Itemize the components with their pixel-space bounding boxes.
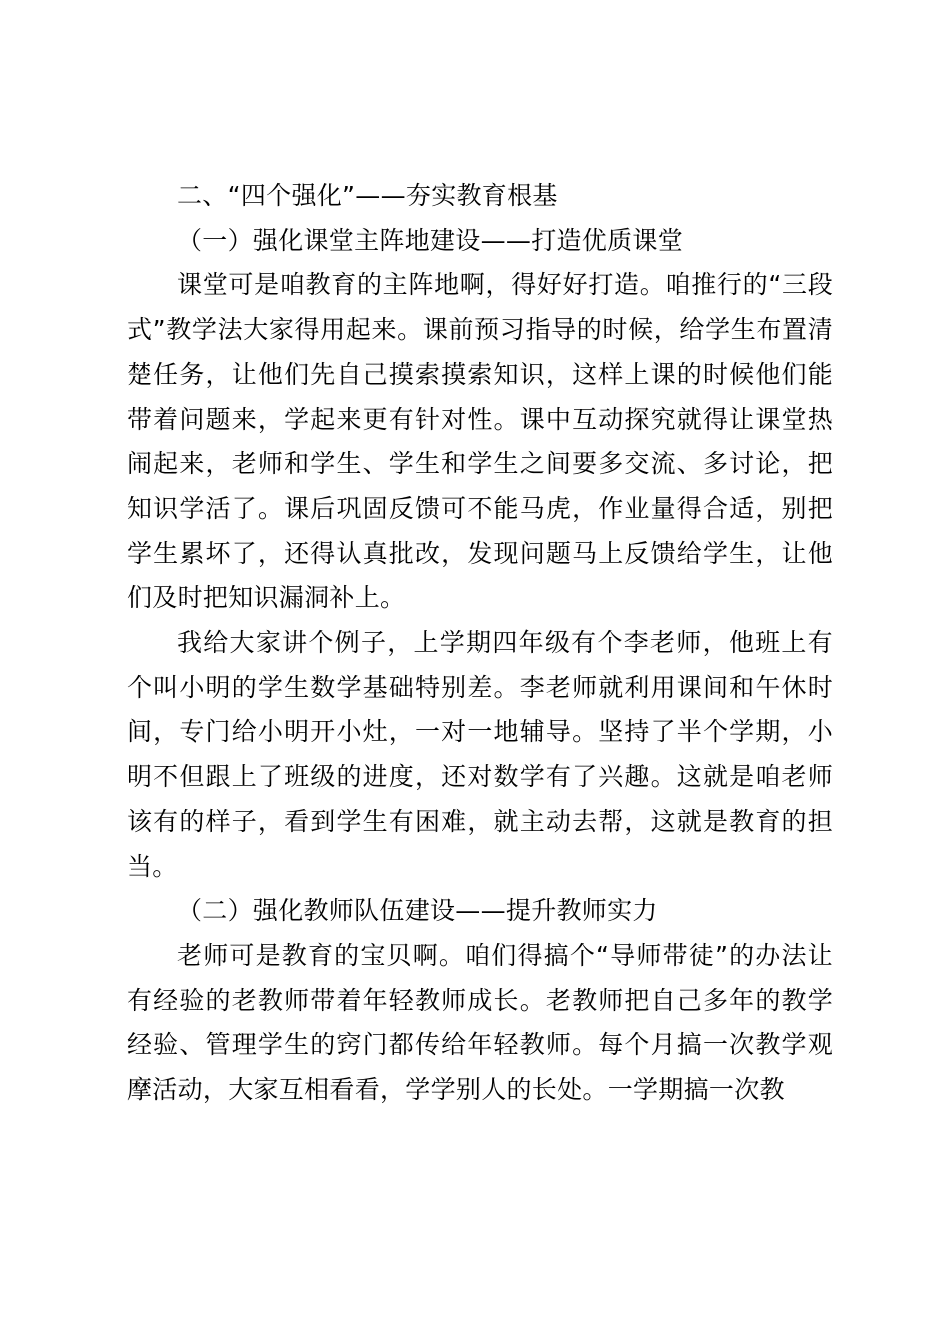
subsection-heading-2: （二）强化教师队伍建设——提升教师实力	[177, 896, 658, 926]
document-page	[127, 174, 833, 1113]
subsection-heading-1: （一）强化课堂主阵地建设——打造优质课堂	[177, 225, 684, 255]
section-heading: 二、“四个强化”——夯实教育根基	[177, 181, 558, 210]
paragraph-classroom-method: 课堂可是咱教育的主阵地啊，得好好打造。咱推行的“三段式”教学法大家得用起来。课前预习指导的时候，给学生布置清楚任务，让他们先自己摸索摸索知识，这样上课的时候他们能带着问题来，学起来更有针对性。课中互动探究就得让课堂热闹起来，老师和学生、学生和学生之间要多交流、多讨论，把知识学活了。课后巩固反馈可不能马虎，作业量得合适，别把学生累坏了，还得认真批改，发现问题马上反馈给学生，让他们及时把知识漏洞补上。	[127, 270, 833, 613]
paragraph-mentorship: 老师可是教育的宝贝啊。咱们得搞个“导师带徒”的办法让有经验的老教师带着年轻教师成长。老教师把自己多年的教学经验、管理学生的窍门都传给年轻教师。每个月搞一次教学观摩活动，大家互相看看，学学别人的长处。一学期搞一次教	[127, 940, 833, 1105]
paragraph-teacher-example: 我给大家讲个例子，上学期四年级有个李老师，他班上有个叫小明的学生数学基础特别差。李老师就利用课间和午休时间，专门给小明开小灶，一对一地辅导。坚持了半个学期，小明不但跟上了班级的进度，还对数学有了兴趣。这就是咱老师该有的样子，看到学生有困难，就主动去帮，这就是教育的担当。	[127, 628, 833, 881]
